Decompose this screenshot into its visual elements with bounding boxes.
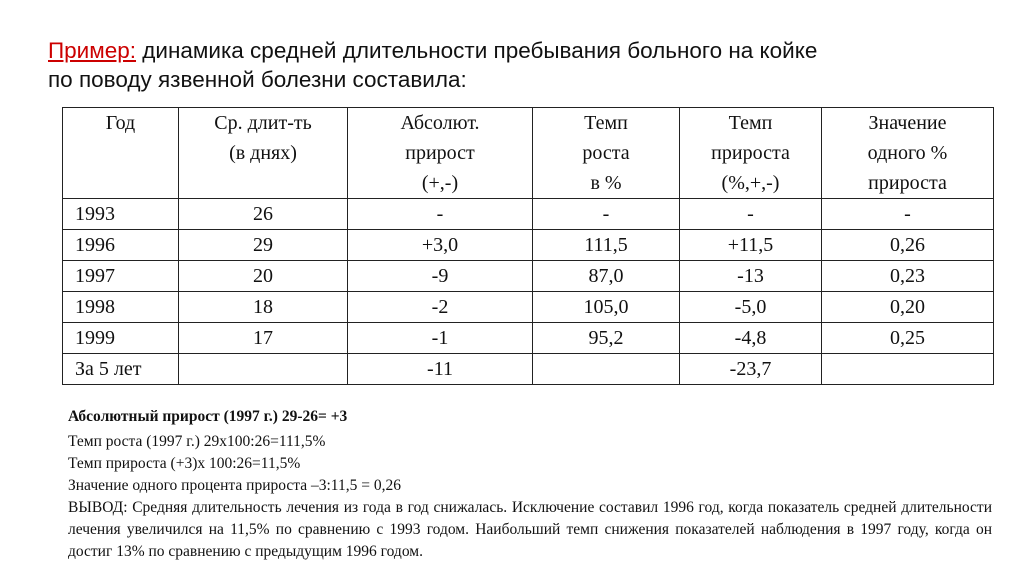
cell-increase-rate: -5,0 <box>680 292 822 323</box>
cell-increase-rate: -13 <box>680 261 822 292</box>
header-absolute-growth: Абсолют. прирост (+,-) <box>348 108 533 199</box>
cell-year: 1996 <box>63 230 179 261</box>
cell-growth-rate: - <box>533 199 680 230</box>
cell-growth-rate: 95,2 <box>533 323 680 354</box>
cell-one-percent-value <box>822 354 994 385</box>
cell-avg-duration: 29 <box>179 230 348 261</box>
header-increase-rate: Темп прироста (%,+,-) <box>680 108 822 199</box>
cell-increase-rate: -23,7 <box>680 354 822 385</box>
slide-heading <box>48 36 988 94</box>
cell-growth-rate: 87,0 <box>533 261 680 292</box>
cell-avg-duration: 20 <box>179 261 348 292</box>
cell-one-percent-value: 0,20 <box>822 292 994 323</box>
header-one-percent-value: Значение одного % прироста <box>822 108 994 199</box>
cell-absolute-growth: -9 <box>348 261 533 292</box>
table-row <box>63 323 994 354</box>
cell-year: 1997 <box>63 261 179 292</box>
conclusion-text: ВЫВОД: Средняя длительность лечения из года в год снижалась. Исключение составил 1996 год, когда показатель средней длительности лечения увеличился на 11,5% по сравнению с 1993 годом. Наибольший темп снижения показателей наблюдения в 1997 году, когда он достиг 13% по сравнению с предыдущим 1996 годом. <box>68 499 992 560</box>
cell-one-percent-value: 0,25 <box>822 323 994 354</box>
table-row <box>63 199 994 230</box>
cell-avg-duration: 26 <box>179 199 348 230</box>
cell-year: 1998 <box>63 292 179 323</box>
cell-avg-duration: 18 <box>179 292 348 323</box>
cell-absolute-growth: -1 <box>348 323 533 354</box>
note-increase-rate: Темп прироста (+3)х 100:26=11,5% <box>68 455 301 472</box>
table-row <box>63 230 994 261</box>
cell-growth-rate: 111,5 <box>533 230 680 261</box>
cell-year: За 5 лет <box>63 354 179 385</box>
cell-one-percent-value: 0,23 <box>822 261 994 292</box>
cell-increase-rate: -4,8 <box>680 323 822 354</box>
cell-avg-duration: 17 <box>179 323 348 354</box>
heading-line-2: по поводу язвенной болезни составила: <box>48 67 467 92</box>
cell-growth-rate <box>533 354 680 385</box>
dynamics-table <box>62 107 994 385</box>
note-absolute-growth: Абсолютный прирост (1997 г.) 29-26= +3 <box>68 408 348 425</box>
table-header-row <box>63 108 994 199</box>
cell-year: 1993 <box>63 199 179 230</box>
cell-year: 1999 <box>63 323 179 354</box>
header-avg-duration: Ср. длит-ть (в днях) <box>179 108 348 199</box>
cell-absolute-growth: -2 <box>348 292 533 323</box>
heading-line-1 <box>48 36 988 65</box>
note-one-percent-value: Значение одного процента прироста –3:11,5 = 0,26 <box>68 477 401 494</box>
calculation-notes <box>68 406 992 563</box>
cell-one-percent-value: 0,26 <box>822 230 994 261</box>
header-year: Год <box>63 108 179 199</box>
cell-increase-rate: +11,5 <box>680 230 822 261</box>
cell-avg-duration <box>179 354 348 385</box>
table-row <box>63 292 994 323</box>
cell-increase-rate: - <box>680 199 822 230</box>
example-label: Пример: <box>48 38 137 63</box>
header-growth-rate: Темп роста в % <box>533 108 680 199</box>
cell-absolute-growth: - <box>348 199 533 230</box>
cell-one-percent-value: - <box>822 199 994 230</box>
cell-absolute-growth: +3,0 <box>348 230 533 261</box>
table-row <box>63 261 994 292</box>
heading-text-1: динамика средней длительности пребывания больного на койке <box>142 38 818 63</box>
note-growth-rate: Темп роста (1997 г.) 29х100:26=111,5% <box>68 433 326 450</box>
table-row-total <box>63 354 994 385</box>
cell-absolute-growth: -11 <box>348 354 533 385</box>
cell-growth-rate: 105,0 <box>533 292 680 323</box>
